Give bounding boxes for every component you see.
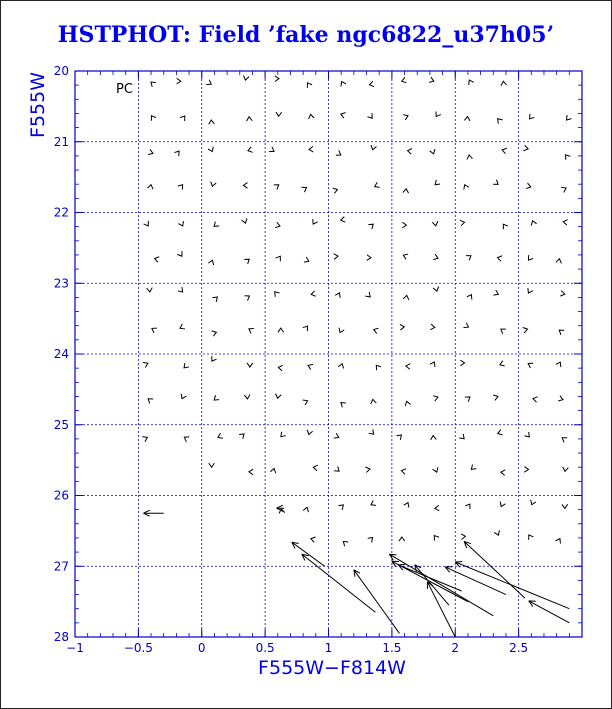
small-vector (247, 363, 253, 367)
small-vector (311, 291, 316, 297)
small-vector (243, 183, 247, 189)
small-vector (338, 364, 343, 369)
small-vector (212, 331, 217, 336)
y-tick-label: 23 (53, 276, 69, 291)
small-vector (465, 397, 470, 402)
small-vector (404, 503, 409, 508)
small-vector (562, 438, 567, 443)
small-vector (143, 362, 148, 367)
small-vector (313, 465, 317, 471)
small-vector (469, 80, 474, 85)
small-vector (239, 434, 244, 439)
small-vector (567, 115, 572, 120)
x-tick-label: −0.5 (123, 641, 153, 655)
small-vector (493, 180, 498, 185)
y-tick-label: 27 (53, 559, 69, 574)
y-tick-label: 26 (53, 488, 69, 503)
small-vector (464, 185, 469, 190)
small-vector (375, 182, 380, 187)
small-vector (249, 469, 253, 475)
small-vector (432, 221, 438, 226)
small-vector (333, 188, 338, 193)
small-vector (276, 256, 281, 261)
small-vector (142, 437, 147, 442)
small-vector (276, 112, 282, 116)
small-vector (498, 119, 503, 124)
small-vector (523, 145, 528, 150)
small-vector (212, 356, 217, 361)
small-vector (467, 295, 472, 300)
small-vector (459, 434, 464, 439)
small-vector (313, 219, 318, 224)
small-vector (343, 541, 348, 546)
small-vector (556, 362, 561, 367)
small-vector (430, 324, 434, 330)
small-vector (248, 147, 253, 152)
small-vector (502, 148, 507, 153)
small-vector (274, 185, 279, 190)
small-vector (151, 82, 156, 87)
small-vector (243, 75, 249, 80)
small-vector (431, 436, 437, 440)
small-vector (501, 81, 507, 85)
small-vector (471, 464, 476, 469)
small-vector (397, 435, 402, 440)
small-vector (524, 467, 528, 473)
small-vector (214, 222, 219, 227)
small-vector (304, 257, 309, 262)
offset-vector (389, 554, 493, 616)
small-vector (560, 291, 565, 297)
small-vector (242, 218, 247, 223)
small-vector (405, 401, 410, 406)
small-vector (531, 500, 536, 505)
small-vector (464, 117, 470, 121)
y-tick-label: 28 (53, 630, 69, 644)
small-vector (433, 396, 438, 401)
small-vector (147, 185, 153, 190)
small-vector (209, 120, 215, 124)
x-tick-label: 1 (324, 641, 333, 655)
small-vector (206, 80, 211, 85)
small-vector (526, 183, 531, 188)
offset-vector (415, 565, 449, 605)
small-vector (275, 222, 280, 227)
small-vector (369, 81, 374, 87)
small-vector (563, 220, 567, 226)
small-vector (563, 467, 569, 471)
small-vector (467, 155, 473, 159)
offset-vector (292, 542, 325, 566)
small-vector (276, 394, 282, 399)
small-vector (531, 221, 536, 226)
small-vector (501, 470, 505, 476)
small-vector (501, 329, 506, 334)
small-vector (341, 113, 346, 118)
small-vector (403, 254, 408, 259)
small-vector (335, 293, 340, 298)
small-vector (148, 149, 153, 154)
small-vector (334, 466, 339, 471)
small-vector (401, 469, 406, 475)
small-vector (498, 430, 503, 435)
small-vector (334, 433, 339, 438)
small-vector (152, 328, 157, 333)
small-vector (408, 149, 413, 155)
small-vector (371, 399, 377, 404)
small-vector (365, 292, 370, 297)
offset-vector (354, 570, 400, 634)
small-vector (307, 430, 312, 435)
small-vector (249, 329, 254, 334)
offset-vector (445, 567, 506, 595)
small-vector (399, 537, 405, 541)
small-vector (494, 530, 499, 535)
small-vector (500, 502, 505, 507)
small-vector (309, 146, 313, 152)
small-vector (307, 83, 312, 88)
small-vector (184, 363, 189, 368)
small-vector (528, 363, 533, 368)
small-vector (309, 114, 315, 119)
small-vector (178, 287, 183, 292)
offset-vector (455, 562, 569, 609)
y-tick-label: 24 (53, 347, 69, 361)
small-vector (218, 433, 223, 438)
small-vector (374, 328, 379, 333)
small-vector (281, 432, 286, 437)
small-vector (341, 217, 346, 223)
small-vector (498, 256, 503, 262)
small-vector (402, 222, 406, 228)
small-vector (465, 504, 470, 509)
small-vector (151, 116, 156, 121)
x-tick-label: 1.5 (382, 641, 402, 655)
small-vector (212, 297, 217, 302)
small-vector (341, 82, 346, 87)
small-vector (402, 77, 407, 82)
offset-vector (302, 554, 376, 612)
small-vector (529, 535, 534, 540)
small-vector (371, 145, 376, 150)
small-vector (174, 151, 179, 156)
small-vector (303, 507, 308, 512)
y-tick-label: 22 (53, 205, 69, 220)
small-vector (208, 147, 213, 152)
chart-title: HSTPHOT: Field ’fake ngc6822_u37h05’ (57, 22, 555, 48)
small-vector (341, 403, 346, 408)
small-vector (500, 361, 505, 366)
small-vector (400, 324, 404, 330)
small-vector (406, 364, 410, 370)
x-tick-label: 2 (451, 641, 460, 655)
small-vector (528, 255, 533, 260)
small-vector (278, 328, 284, 332)
small-vector (566, 155, 571, 160)
small-vector (561, 187, 566, 192)
small-vector (269, 147, 274, 152)
small-vector (434, 536, 439, 541)
small-vector (245, 296, 250, 301)
small-vector (433, 254, 438, 259)
small-vector (308, 364, 313, 369)
small-vector (278, 365, 282, 371)
small-vector (181, 394, 186, 399)
small-vector (556, 259, 562, 264)
small-vector (334, 254, 338, 260)
small-vector (180, 116, 185, 121)
small-vector (147, 288, 153, 292)
y-tick-label: 25 (53, 417, 69, 432)
small-vector (214, 395, 219, 400)
y-tick-label: 21 (53, 134, 69, 149)
small-vector (336, 150, 341, 155)
small-vector (178, 185, 183, 190)
small-vector (311, 537, 316, 542)
small-vector (275, 76, 279, 82)
panel-label: PC (116, 82, 133, 97)
small-vector (178, 221, 183, 226)
small-vector (558, 396, 563, 401)
small-vector (270, 468, 275, 473)
small-vector (466, 256, 471, 261)
small-vector (180, 324, 185, 329)
x-tick-label: −1 (66, 641, 84, 655)
small-vector (303, 326, 308, 331)
small-vector (338, 505, 343, 510)
small-vector (555, 539, 560, 544)
small-vector (493, 395, 498, 400)
small-vector (371, 500, 376, 505)
small-vector (523, 327, 528, 332)
y-axis-title: F555W (27, 72, 49, 138)
small-vector (177, 78, 181, 84)
x-axis-title: F555W−F814W (258, 657, 406, 679)
small-vector (367, 113, 372, 118)
small-vector (376, 365, 381, 370)
offset-vector-head (389, 554, 396, 555)
small-vector (403, 115, 408, 120)
small-vector (303, 400, 308, 405)
small-vector (530, 114, 535, 119)
small-vector (368, 538, 373, 543)
small-vector (247, 117, 253, 121)
small-vector (435, 505, 439, 511)
offset-vector (529, 601, 570, 623)
small-vector (211, 182, 216, 187)
small-vector (430, 362, 435, 367)
small-vector (155, 257, 160, 263)
small-vector (433, 467, 438, 472)
small-vector (559, 330, 564, 335)
small-vector (368, 224, 373, 229)
small-vector (463, 323, 468, 328)
offset-vector (427, 582, 455, 637)
small-vector (302, 187, 307, 192)
small-vector (460, 220, 465, 226)
small-vector (503, 224, 508, 229)
y-tick-label: 20 (53, 64, 69, 78)
small-vector (339, 328, 344, 333)
x-tick-label: 0 (197, 641, 206, 655)
small-vector (184, 437, 189, 442)
small-vector (244, 259, 249, 264)
small-vector (524, 432, 529, 437)
small-vector (436, 112, 441, 117)
small-vector (209, 463, 215, 467)
small-vector (461, 534, 465, 540)
small-vector (144, 221, 149, 226)
small-vector (435, 180, 440, 185)
small-vector (367, 255, 371, 261)
small-vector (433, 287, 438, 292)
small-vector (244, 395, 250, 399)
small-vector (365, 467, 370, 473)
small-vector (460, 360, 464, 366)
small-vector (275, 292, 280, 297)
small-vector (493, 290, 498, 295)
small-vector (369, 429, 374, 434)
small-vector (177, 251, 182, 256)
x-tick-label: 2.5 (509, 641, 529, 655)
small-vector (430, 149, 435, 154)
small-vector (528, 288, 533, 293)
x-tick-label: 0.5 (255, 641, 275, 655)
small-vector (533, 397, 538, 403)
small-vector (403, 189, 409, 193)
small-vector (403, 295, 409, 300)
small-vector (148, 399, 153, 404)
small-vector (208, 260, 213, 265)
small-vector (429, 77, 434, 82)
small-vector (562, 504, 568, 508)
